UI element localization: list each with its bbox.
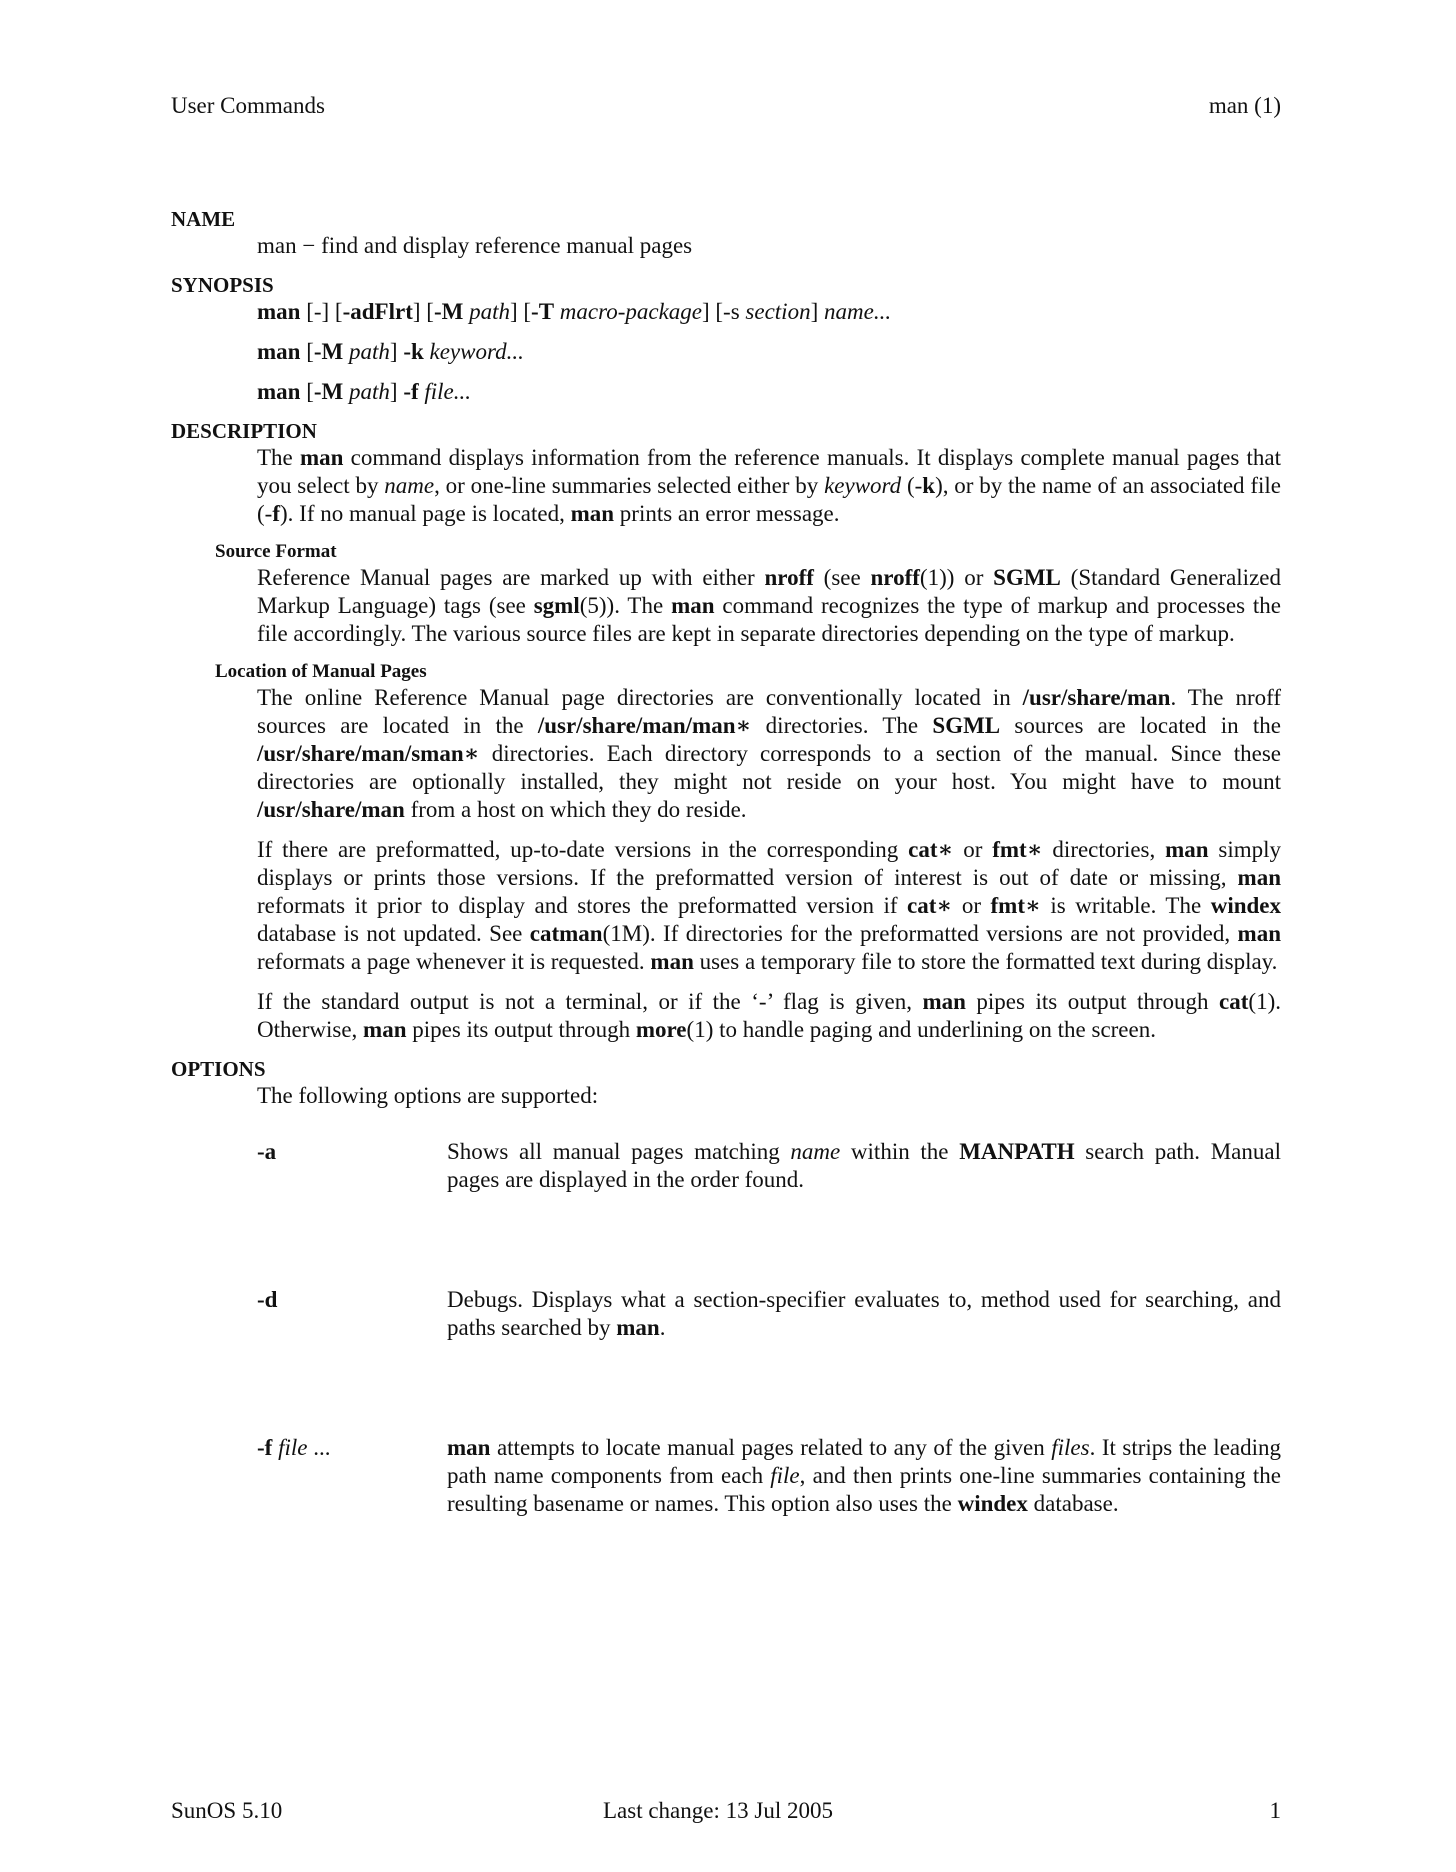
name-text: man − find and display reference manual pages <box>257 233 693 258</box>
page-footer-center: Last change: 13 Jul 2005 <box>603 1798 833 1823</box>
section-heading-name: NAME <box>171 207 236 231</box>
page-number: 1 <box>1269 1798 1281 1823</box>
subsection-heading-source-format: Source Format <box>215 541 337 562</box>
location-paragraph-2: If there are preformatted, up-to-date versions in the corresponding cat∗ or fmt∗ directories, man simply displays or prints those versions. If the preformatted version of interest is out of date or missing, man reformats it prior to display and stores the preformatted version if cat∗ or fmt∗ is writable. The windex database is not updated. See catman(1M). If directories for the preformatted versions are not provided, man reformats a page whenever it is requested. man uses a temporary file to store the formatted text during display. <box>257 837 1281 974</box>
option-a <box>257 1138 1281 1194</box>
option-a-description: Shows all manual pages matching name within the MANPATH search path. Manual pages are displayed in the order found. <box>447 1139 1281 1192</box>
option-d <box>257 1286 1281 1342</box>
source-format-paragraph: Reference Manual pages are marked up with either nroff (see nroff(1)) or SGML (Standard Generalized Markup Language) tags (see sgml(5)). The man command recognizes the type of markup and processes the file accordingly. The various source files are kept in separate directories depending on the type of markup. <box>257 565 1281 646</box>
options-intro: The following options are supported: <box>257 1083 599 1108</box>
synopsis-line-2: man [-M path] -k keyword... <box>257 339 524 364</box>
location-paragraph-3: If the standard output is not a terminal, or if the ‘-’ flag is given, man pipes its output through cat(1). Otherwise, man pipes its output through more(1) to handle paging and underlining on the screen. <box>257 989 1281 1042</box>
description-paragraph-1: The man command displays information from the reference manuals. It displays complete manual pages that you select by name, or one-line summaries selected either by keyword (-k), or by the name of an associated file (-f). If no manual page is located, man prints an error message. <box>257 445 1281 526</box>
synopsis-line-1: man [-] [-adFlrt] [-M path] [-T macro-package] [-s section] name... <box>257 299 892 324</box>
option-a-term: -a <box>257 1139 277 1164</box>
man-page-body <box>171 206 1281 1518</box>
option-f <box>257 1434 1281 1518</box>
option-d-term: -d <box>257 1287 278 1312</box>
section-heading-options: OPTIONS <box>171 1057 266 1081</box>
synopsis-line-3: man [-M path] -f file... <box>257 379 472 404</box>
page-header-right: man (1) <box>1208 93 1281 118</box>
page-footer-left: SunOS 5.10 <box>171 1798 283 1823</box>
section-heading-description: DESCRIPTION <box>171 419 317 443</box>
subsection-heading-location: Location of Manual Pages <box>215 661 427 682</box>
option-d-description: Debugs. Displays what a section-specifier evaluates to, method used for searching, and paths searched by man. <box>447 1287 1281 1340</box>
option-f-term: -f file ... <box>257 1435 331 1460</box>
option-f-description: man attempts to locate manual pages related to any of the given files. It strips the leading path name components from each file, and then prints one-line summaries containing the resulting basename or names. This option also uses the windex database. <box>447 1435 1282 1516</box>
location-paragraph-1: The online Reference Manual page directories are conventionally located in /usr/share/man. The nroff sources are located in the /usr/share/man/man∗ directories. The SGML sources are located in the /usr/share/man/sman∗ directories. Each directory corresponds to a section of the manual. Since these directories are optionally installed, they might not reside on your host. You might have to mount /usr/share/man from a host on which they do reside. <box>257 685 1282 822</box>
page-header-left: User Commands <box>171 93 325 118</box>
section-heading-synopsis: SYNOPSIS <box>171 273 274 297</box>
